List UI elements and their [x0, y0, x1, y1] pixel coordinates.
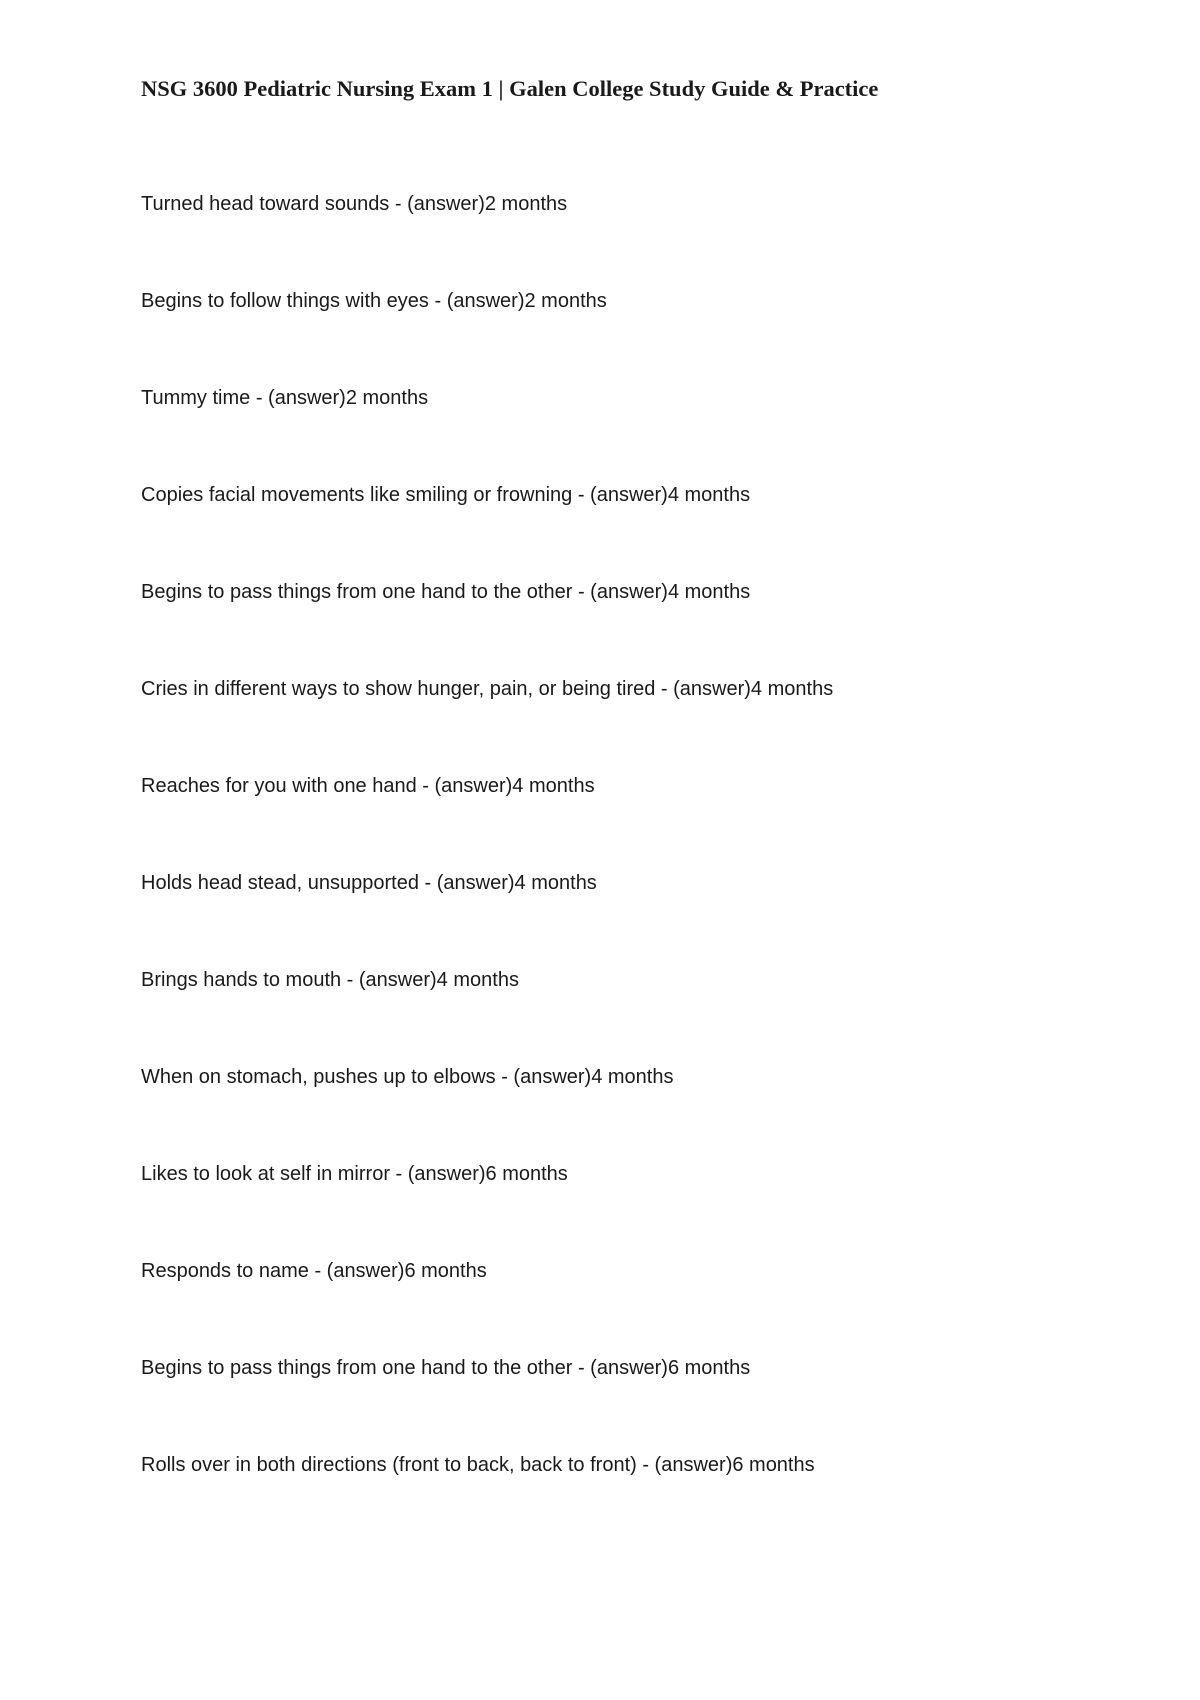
flashcard-item: Reaches for you with one hand - (answer)4 months: [141, 775, 595, 797]
flashcard-item: Turned head toward sounds - (answer)2 months: [141, 193, 568, 215]
flashcard-item: Cries in different ways to show hunger, pain, or being tired - (answer)4 months: [141, 678, 834, 700]
flashcard-list: [141, 190, 833, 1548]
flashcard-item: Tummy time - (answer)2 months: [141, 387, 429, 409]
flashcard-item: Brings hands to mouth - (answer)4 months: [141, 969, 519, 991]
flashcard-item: Responds to name - (answer)6 months: [141, 1260, 487, 1282]
flashcard-item: Rolls over in both directions (front to back, back to front) - (answer)6 months: [141, 1454, 815, 1476]
flashcard-item: Begins to pass things from one hand to the other - (answer)6 months: [141, 1357, 751, 1379]
flashcard-item: Likes to look at self in mirror - (answer)6 months: [141, 1163, 568, 1185]
flashcard-item: Begins to follow things with eyes - (answer)2 months: [141, 290, 607, 312]
flashcard-item: Holds head stead, unsupported - (answer)4 months: [141, 872, 597, 894]
flashcard-item: When on stomach, pushes up to elbows - (answer)4 months: [141, 1066, 674, 1088]
flashcard-item: Begins to pass things from one hand to the other - (answer)4 months: [141, 581, 751, 603]
document-title: NSG 3600 Pediatric Nursing Exam 1 | Galen College Study Guide & Practice: [141, 76, 879, 101]
flashcard-item: Copies facial movements like smiling or frowning - (answer)4 months: [141, 484, 751, 506]
